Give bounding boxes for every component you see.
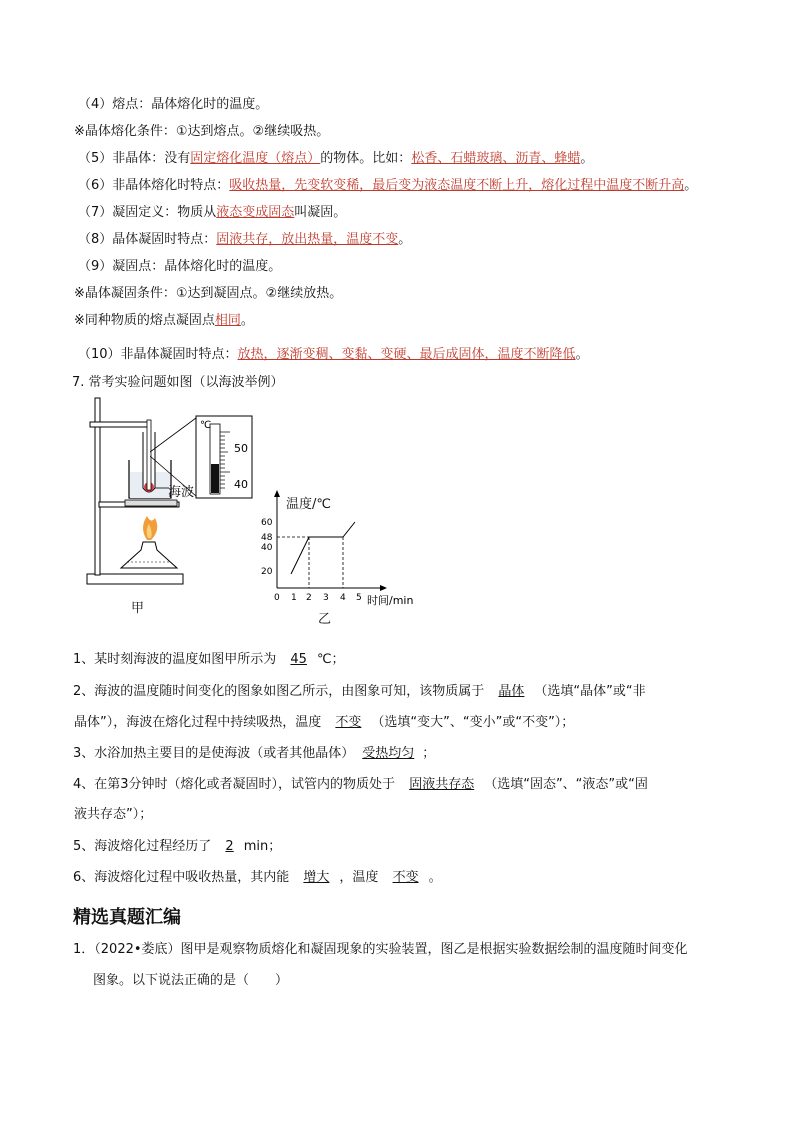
ytick-48: 48 (261, 533, 273, 543)
xaxis-label: 时间/min (367, 594, 414, 607)
ytick-60: 60 (261, 518, 273, 528)
xtick-0: 0 (274, 593, 280, 603)
note-same-point: ※同种物质的熔点凝固点相同。 (74, 313, 254, 328)
stand-base (87, 574, 183, 584)
graph-ylabel: 温度/℃ (286, 497, 331, 512)
note-8: （8）晶体凝固时特点：固液共存，放出热量，温度不变。 (78, 232, 412, 247)
xtick-4: 4 (340, 593, 346, 603)
answer-4: 固液共存态 (409, 777, 475, 792)
answer-5: 2 (225, 839, 234, 854)
figure-yi-label: 乙 (318, 612, 332, 627)
section-heading: 精选真题汇编 (73, 907, 181, 928)
answer-6b: 不变 (392, 870, 419, 885)
question-1: 1、某时刻海波的温度如图甲所示为 45 ℃； (73, 652, 345, 667)
problem-1-line-1: 1．（2022•娄底）图甲是观察物质熔化和凝固现象的实验装置，图乙是根据实验数据绘制的温度随时间变化 (73, 942, 688, 957)
question-4: 4、在第3分钟时（熔化或者凝固时），试管内的物质处于 固液共存态 （选填“固态”、“液态”或“固 (73, 777, 648, 792)
note-9: （9）凝固点：晶体熔化时的温度。 (78, 259, 282, 274)
answer-1: 45 (290, 652, 307, 667)
note-solidify-condition: ※晶体凝固条件：①达到凝固点。②继续放热。 (74, 286, 343, 301)
question-4-cont: 液共存态”）； (74, 807, 153, 822)
answer-3: 受热均匀 (362, 746, 415, 761)
answer-2: 晶体 (498, 684, 525, 699)
question-2: 2、海波的温度随时间变化的图象如图乙所示，由图象可知，该物质属于 晶体 （选填“晶体”或“非 (73, 684, 646, 699)
temperature-graph (255, 488, 415, 618)
question-2-cont: 晶体”），海波在熔化过程中持续吸热，温度 不变 （选填“变大”、“变小”或“不变”）； (74, 715, 575, 730)
figure-jia-label: 甲 (131, 601, 145, 616)
thermo-unit: ℃ (200, 420, 212, 431)
problem-1-line-2: 图象。以下说法正确的是（ ） (93, 973, 289, 988)
note-10: （10）非晶体凝固时特点：放热，逐渐变稠、变黏、变硬、最后成固体，温度不断降低。 (78, 347, 589, 362)
thermometer-zoom (150, 412, 270, 502)
answer-2b: 不变 (335, 715, 362, 730)
note-4: （4）熔点：晶体熔化时的温度。 (78, 97, 269, 112)
top-clamp (90, 422, 150, 427)
question-3: 3、水浴加热主要目的是使海波（或者其他晶体） 受热均匀 ； (73, 746, 436, 761)
note-5: （5）非晶体：没有固定熔化温度（熔点）的物体。比如：松香、石蜡玻璃、沥青、蜂蜡。 (78, 151, 594, 166)
note-melt-condition: ※晶体熔化条件：①达到熔点。②继续吸热。 (74, 124, 330, 139)
question-6: 6、海波熔化过程中吸收热量，其内能 增大 ，温度 不变 。 (73, 870, 442, 885)
answer-6a: 增大 (303, 870, 330, 885)
thermometer-liquid (211, 464, 219, 493)
xtick-5: 5 (356, 593, 362, 603)
alcohol-lamp (121, 542, 177, 568)
question-5: 5、海波熔化过程经历了 2 min； (73, 839, 282, 854)
xtick-1: 1 (291, 593, 297, 603)
ytick-20: 20 (261, 567, 273, 577)
melting-curve (291, 522, 355, 574)
section-7-title: 7. 常考实验问题如图（以海波举例） (72, 375, 284, 390)
xtick-3: 3 (323, 593, 329, 603)
xtick-2: 2 (306, 593, 312, 603)
thermo-40: 40 (234, 478, 248, 491)
haibo-label: 海波 (168, 485, 195, 500)
note-7: （7）凝固定义：物质从液态变成固态叫凝固。 (78, 205, 347, 220)
thermo-50: 50 (234, 442, 248, 455)
note-6: （6）非晶体熔化时特点：吸收热量，先变软变稀，最后变为液态温度不断上升，熔化过程中温度不断升高。 (78, 178, 698, 193)
ytick-40: 40 (261, 543, 273, 553)
